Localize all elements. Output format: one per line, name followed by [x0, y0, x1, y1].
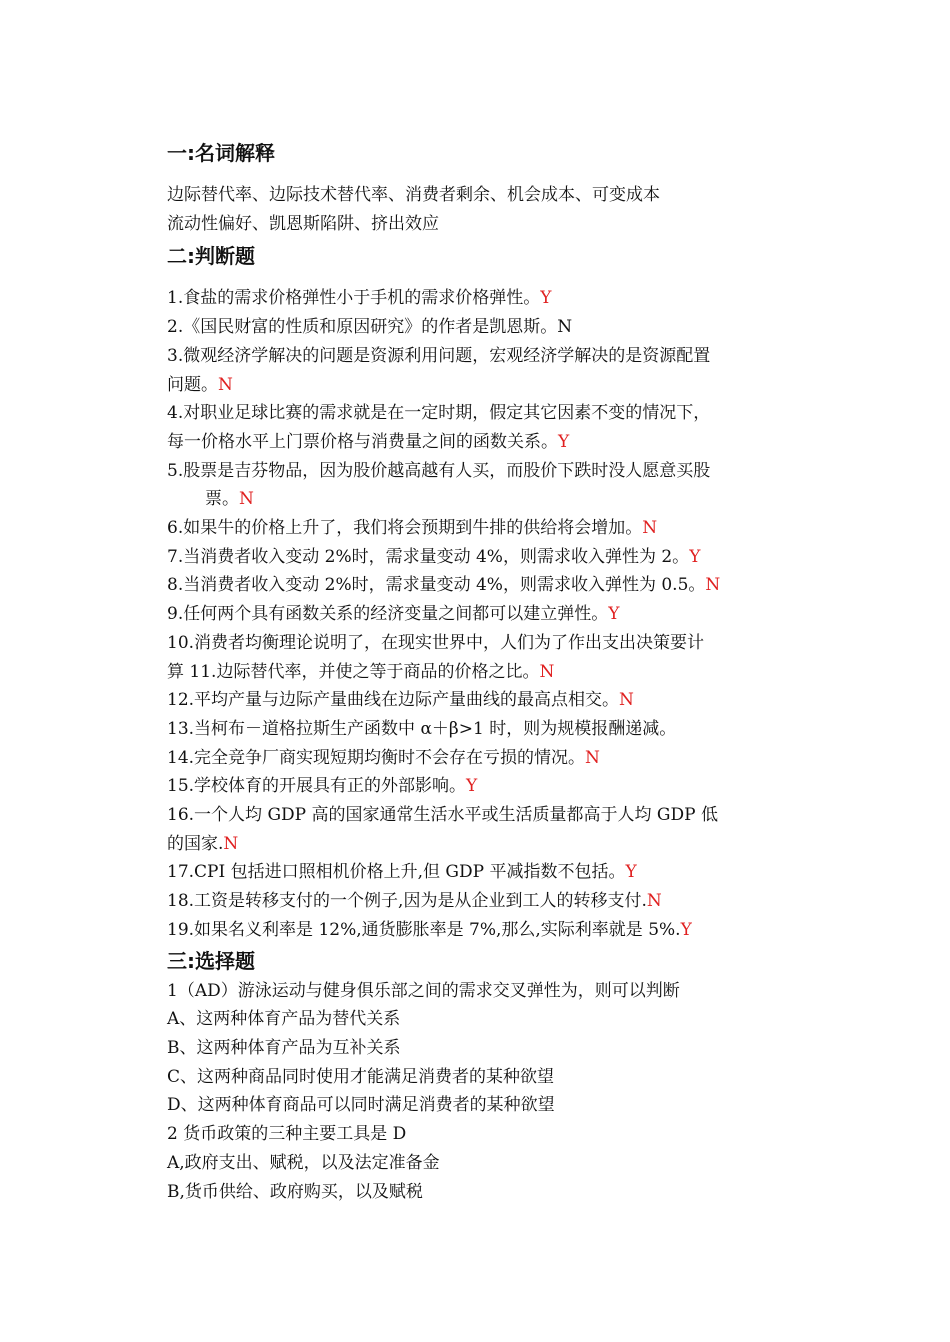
judgment-text: 12.平均产量与边际产量曲线在边际产量曲线的最高点相交。	[167, 690, 620, 711]
judgment-answer: Y	[689, 546, 701, 567]
judgment-answer: N	[539, 661, 555, 682]
terms-list	[167, 181, 792, 238]
judgment-text: 18.工资是转移支付的一个例子,因为是从企业到工人的转移支付.	[167, 891, 647, 912]
term-line: 边际替代率、边际技术替代率、消费者剩余、机会成本、可变成本	[167, 185, 660, 205]
judgment-text: 10.消费者均衡理论说明了，在现实世界中，人们为了作出支出决策要计	[167, 632, 705, 653]
judgment-answer: Y	[608, 604, 620, 625]
judgment-answer: N	[619, 690, 634, 711]
section-heading-choice: 三:选择题	[167, 948, 255, 973]
judgment-line	[167, 744, 792, 773]
judgment-line	[167, 629, 792, 658]
term-line: 流动性偏好、凯恩斯陷阱、挤出效应	[167, 213, 439, 234]
judgment-answer: N	[239, 489, 254, 510]
judgment-line	[167, 342, 792, 371]
judgment-line	[167, 428, 792, 457]
judgment-line	[167, 399, 792, 428]
judgment-answer: N	[705, 575, 721, 596]
choice-line: D、这两种体育商品可以同时满足消费者的某种欲望	[167, 1095, 555, 1116]
judgment-text: 15.学校体育的开展具有正的外部影响。	[167, 776, 467, 797]
choice-line: C、这两种商品同时使用才能满足消费者的某种欲望	[167, 1066, 555, 1087]
judgment-answer: N	[646, 891, 662, 912]
judgment-text: 3.微观经济学解决的问题是资源利用问题，宏观经济学解决的是资源配置	[167, 345, 711, 366]
judgment-line	[167, 887, 792, 916]
judgment-text: 16.一个人均 GDP 高的国家通常生活水平或生活质量都高于人均 GDP 低	[167, 805, 718, 826]
choice-line: 1（AD）游泳运动与健身俱乐部之间的需求交叉弹性为，则可以判断	[167, 980, 680, 1001]
judgment-text: 每一价格水平上门票价格与消费量之间的函数关系。	[167, 431, 558, 452]
judgment-answer: N	[223, 833, 239, 854]
judgment-answer: Y	[466, 776, 478, 797]
judgment-text: 问题。	[167, 374, 218, 395]
judgment-text: 2.《国民财富的性质和原因研究》的作者是凯恩斯。	[167, 317, 558, 338]
judgment-text: 5.股票是吉芬物品，因为股价越高越有人买，而股价下跌时没人愿意买股	[167, 460, 711, 481]
judgment-text: 14.完全竞争厂商实现短期均衡时不会存在亏损的情况。	[167, 747, 586, 768]
judgment-text: 9.任何两个具有函数关系的经济变量之间都可以建立弹性。	[167, 604, 609, 625]
judgment-line	[167, 916, 792, 945]
judgment-text: 票。	[205, 489, 239, 510]
judgment-line	[167, 830, 792, 859]
judgment-answer: N	[557, 317, 573, 338]
choice-line: 2 货币政策的三种主要工具是 D	[167, 1124, 407, 1145]
judgment-answer: Y	[558, 431, 570, 452]
section-heading-terms: 一:名词解释	[167, 141, 275, 165]
judgment-line	[167, 371, 792, 400]
judgment-line	[167, 858, 792, 887]
judgment-text: 13.当柯布－道格拉斯生产函数中 α＋β>1 时，则为规模报酬递减。	[167, 718, 677, 739]
judgment-line	[167, 543, 792, 572]
judgment-line	[167, 658, 792, 687]
judgment-line	[167, 457, 792, 486]
judgment-line	[167, 485, 792, 514]
judgment-line	[167, 686, 792, 715]
judgment-answer: N	[642, 518, 658, 539]
document-content	[167, 139, 792, 1206]
judgment-answer: Y	[540, 288, 552, 309]
judgment-text: 4.对职业足球比赛的需求就是在一定时期，假定其它因素不变的情况下，	[167, 403, 711, 424]
judgment-text: 1.食盐的需求价格弹性小于手机的需求价格弹性。	[167, 288, 541, 309]
judgment-text: 算 11.边际替代率，并使之等于商品的价格之比。	[167, 661, 540, 682]
judgment-text: 7.当消费者收入变动 2%时，需求量变动 4%，则需求收入弹性为 2。	[167, 546, 690, 567]
choice-line: B,货币供给、政府购买，以及赋税	[167, 1181, 423, 1202]
judgment-text: 6.如果牛的价格上升了，我们将会预期到牛排的供给将会增加。	[167, 518, 643, 539]
judgment-line	[167, 801, 792, 830]
judgment-line	[167, 514, 792, 543]
choice-line: A,政府支出、赋税，以及法定准备金	[167, 1152, 440, 1173]
choice-line: B、这两种体育产品为互补关系	[167, 1037, 401, 1058]
judgment-text: 17.CPI 包括进口照相机价格上升,但 GDP 平减指数不包括。	[167, 862, 626, 883]
section-heading-judgment: 二:判断题	[167, 244, 255, 269]
judgment-text: 19.如果名义利率是 12%,通货膨胀率是 7%,那么,实际利率就是 5%.	[167, 919, 681, 940]
judgment-line	[167, 571, 792, 600]
judgment-text: 的国家.	[167, 833, 224, 854]
judgment-line	[167, 313, 792, 342]
judgment-answer: Y	[625, 862, 637, 883]
judgment-line	[167, 772, 792, 801]
judgment-line	[167, 600, 792, 629]
choice-list	[167, 977, 792, 1207]
judgment-answer: N	[218, 374, 233, 395]
judgment-text: 8.当消费者收入变动 2%时，需求量变动 4%，则需求收入弹性为 0.5。	[167, 575, 706, 596]
judgment-answer: Y	[680, 919, 692, 940]
judgment-list	[167, 284, 792, 944]
choice-line: A、这两种体育产品为替代关系	[167, 1009, 401, 1030]
judgment-line	[167, 715, 792, 744]
judgment-answer: N	[585, 747, 600, 768]
judgment-line	[167, 284, 792, 313]
